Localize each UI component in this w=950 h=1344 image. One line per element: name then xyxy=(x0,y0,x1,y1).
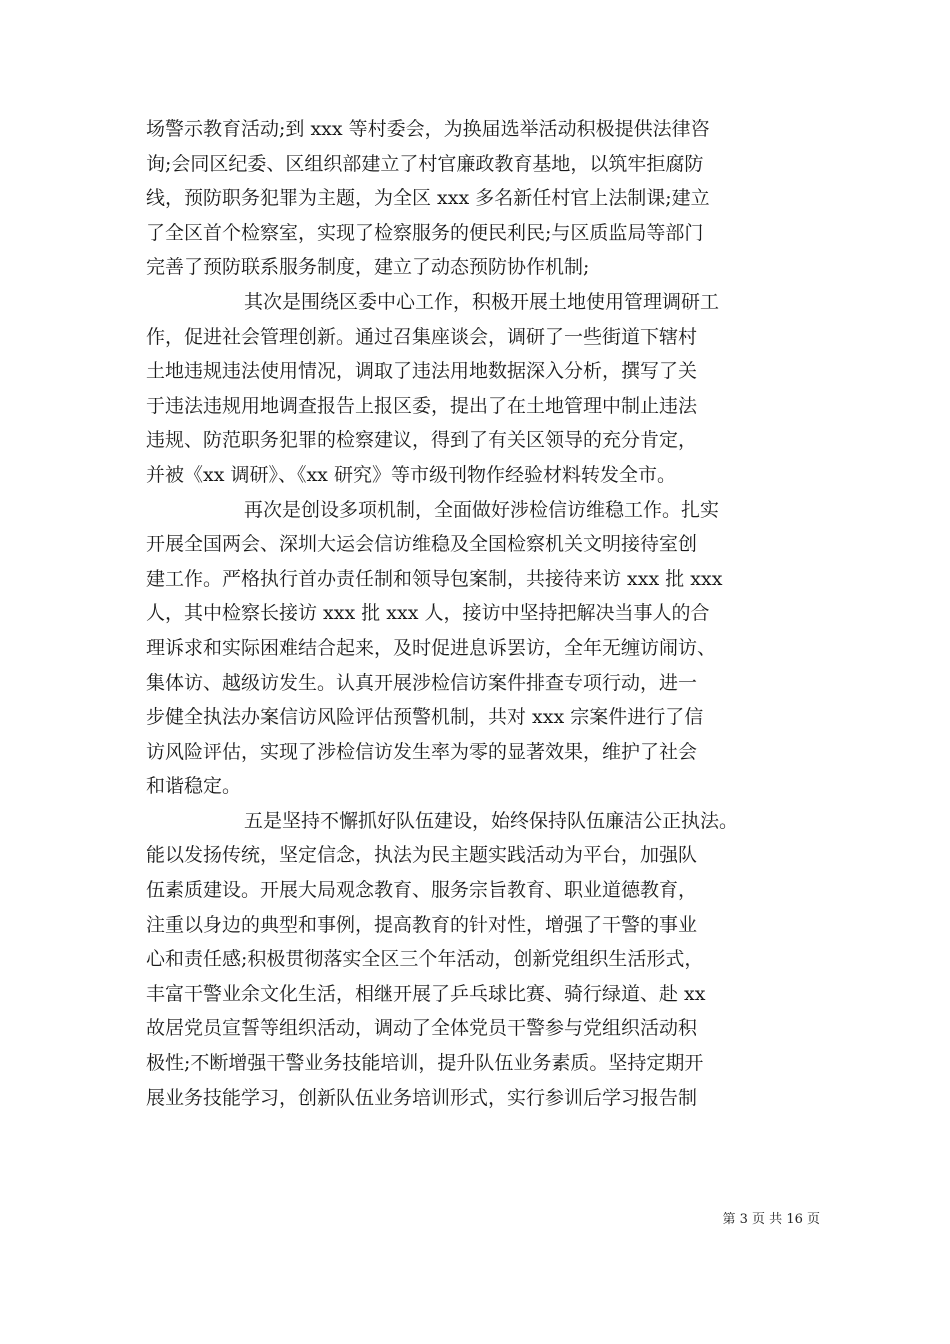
text-line: 询;会同区纪委、区组织部建立了村官廉政教育基地，以筑牢拒腐防 xyxy=(146,152,704,175)
paragraph-2 xyxy=(146,285,826,493)
text-line: 展业务技能学习，创新队伍业务培训形式，实行参训后学习报告制 xyxy=(146,1086,698,1109)
text-line: 了全区首个检察室，实现了检察服务的便民利民;与区质监局等部门 xyxy=(146,221,704,244)
page-number-footer: 第 3 页 共 16 页 xyxy=(722,1212,820,1227)
text-line: 于违法违规用地调查报告上报区委，提出了在土地管理中制止违法 xyxy=(146,394,698,417)
paragraph-4 xyxy=(146,804,826,1115)
text-line: 集体访、越级访发生。认真开展涉检信访案件排查专项行动，进一 xyxy=(146,671,698,694)
text-line: 作，促进社会管理创新。通过召集座谈会，调研了一些街道下辖村 xyxy=(146,325,698,348)
text-line: 步健全执法办案信访风险评估预警机制，共对 xxx 宗案件进行了信 xyxy=(146,706,704,729)
text-line: 建工作。严格执行首办责任制和领导包案制，共接待来访 xxx 批 xxx xyxy=(146,567,723,590)
text-line: 其次是围绕区委中心工作，积极开展土地使用管理调研工 xyxy=(244,290,720,313)
text-line: 并被《xx 调研》、《xx 研究》等市级刊物作经验材料转发全市。 xyxy=(146,463,676,486)
text-line: 注重以身边的典型和事例，提高教育的针对性，增强了干警的事业 xyxy=(146,913,698,936)
paragraph-1 xyxy=(146,112,826,285)
paragraph-3 xyxy=(146,493,826,804)
text-line: 五是坚持不懈抓好队伍建设，始终保持队伍廉洁公正执法。 xyxy=(244,809,739,832)
text-line: 丰富干警业余文化生活，相继开展了乒乓球比赛、骑行绿道、赴 xx xyxy=(146,982,706,1005)
text-line: 心和责任感;积极贯彻落实全区三个年活动，创新党组织生活形式， xyxy=(146,948,704,971)
text-line: 理诉求和实际困难结合起来，及时促进息诉罢访，全年无缠访闹访、 xyxy=(146,636,717,659)
text-line: 场警示教育活动;到 xxx 等村委会，为换届选举活动积极提供法律咨 xyxy=(146,118,710,140)
text-line: 访风险评估，实现了涉检信访发生率为零的显著效果，维护了社会 xyxy=(146,740,698,763)
text-line: 伍素质建设。开展大局观念教育、服务宗旨教育、职业道德教育， xyxy=(146,879,698,902)
text-line: 人，其中检察长接访 xxx 批 xxx 人，接访中坚持把解决当事人的合 xyxy=(146,602,710,625)
text-line: 开展全国两会、深圳大运会信访维稳及全国检察机关文明接待室创 xyxy=(146,533,698,556)
text-line: 故居党员宣誓等组织活动，调动了全体党员干警参与党组织活动积 xyxy=(146,1017,698,1040)
text-line: 土地违规违法使用情况，调取了违法用地数据深入分析，撰写了关 xyxy=(146,360,698,383)
text-line: 线，预防职务犯罪为主题，为全区 xxx 多名新任村官上法制课;建立 xyxy=(146,187,710,210)
text-line: 再次是创设多项机制，全面做好涉检信访维稳工作。扎实 xyxy=(244,498,720,521)
text-line: 完善了预防联系服务制度，建立了动态预防协作机制; xyxy=(146,256,590,279)
text-line: 能以发扬传统，坚定信念，执法为民主题实践活动为平台，加强队 xyxy=(146,844,698,867)
document-body xyxy=(146,112,826,1115)
text-line: 违规、防范职务犯罪的检察建议，得到了有关区领导的充分肯定， xyxy=(146,429,698,452)
text-line: 极性;不断增强干警业务技能培训，提升队伍业务素质。坚持定期开 xyxy=(146,1052,704,1075)
text-line: 和谐稳定。 xyxy=(146,775,242,798)
